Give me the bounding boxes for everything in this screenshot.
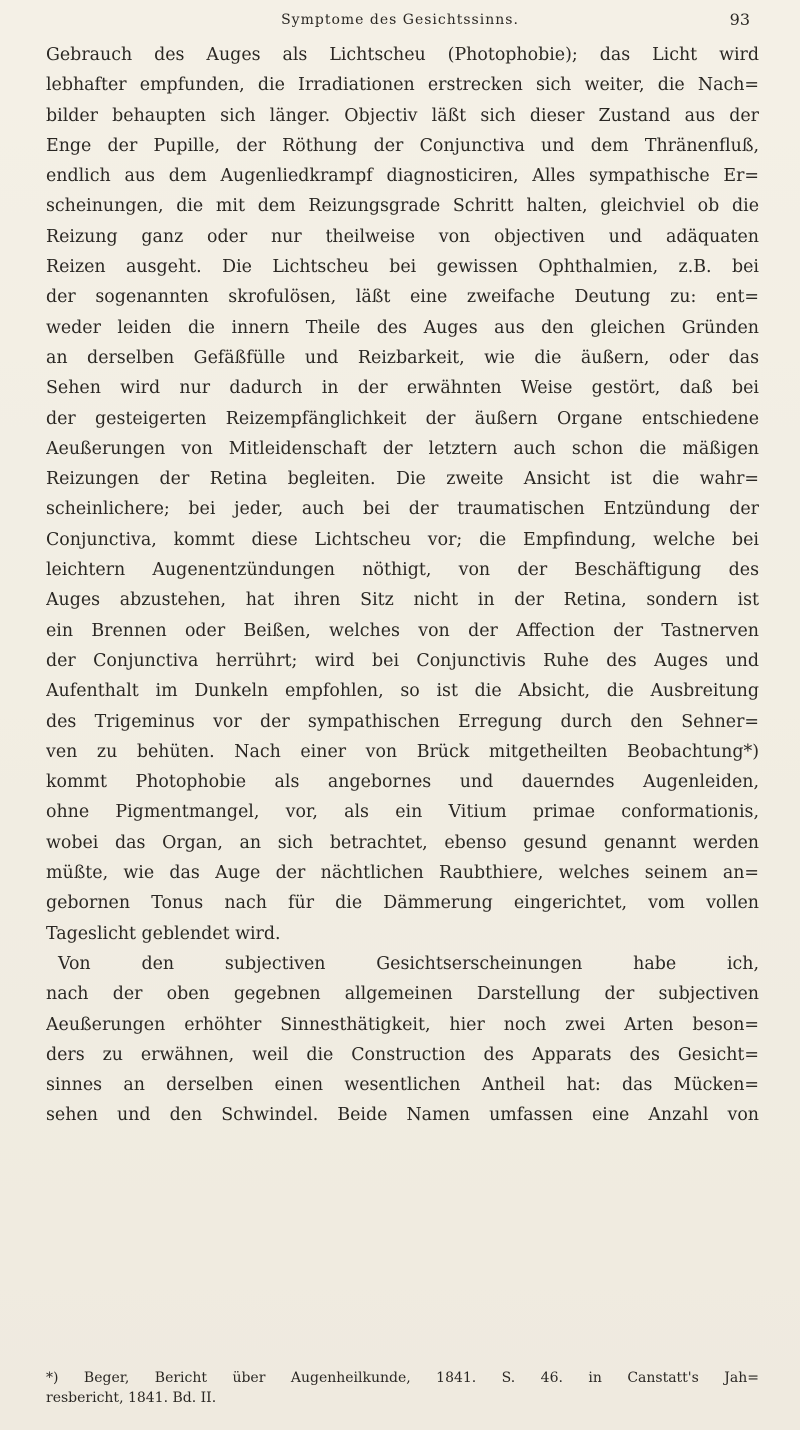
- text-line: an derselben Gefäßfülle und Reizbarkeit, wie die äußern, oder das: [46, 347, 759, 368]
- text-line: Enge der Pupille, der Röthung der Conjunctiva und dem Thränenfluß,: [46, 135, 759, 156]
- text-line: müßte, wie das Auge der nächtlichen Raubthiere, welches seinem an=: [46, 863, 759, 884]
- text-line: bilder behaupten sich länger. Objectiv läßt sich dieser Zustand aus der: [46, 105, 759, 126]
- text-line: weder leiden die innern Theile des Auges aus den gleichen Gründen: [46, 317, 759, 338]
- text-line: der gesteigerten Reizempfänglichkeit der äußern Organe entschiedene: [46, 408, 759, 429]
- text-line: wobei das Organ, an sich betrachtet, ebenso gesund genannt werden: [46, 832, 759, 853]
- text-line: sehen und den Schwindel. Beide Namen umfassen eine Anzahl von: [46, 1105, 759, 1126]
- footnote: [46, 1368, 759, 1408]
- running-head: [40, 6, 760, 36]
- text-line: Aufenthalt im Dunkeln empfohlen, so ist die Absicht, die Ausbreitung: [46, 681, 759, 702]
- text-line: Auges abzustehen, hat ihren Sitz nicht in der Retina, sondern ist: [46, 590, 759, 611]
- text-line: kommt Photophobie als angebornes und dauerndes Augenleiden,: [46, 772, 759, 793]
- text-line: ders zu erwähnen, weil die Construction des Apparats des Gesicht=: [46, 1044, 759, 1065]
- text-line: Sehen wird nur dadurch in der erwähnten Weise gestört, daß bei: [46, 378, 759, 399]
- text-line: Gebrauch des Auges als Lichtscheu (Photophobie); das Licht wird: [46, 45, 759, 65]
- footnote-line: *) Beger, Bericht über Augenheilkunde, 1841. S. 46. in Canstatt's Jah=: [46, 1370, 759, 1386]
- running-title: Symptome des Gesichtssinns.: [281, 12, 519, 28]
- text-line: ven zu behüten. Nach einer von Brück mitgetheilten Beobachtung*): [46, 741, 759, 762]
- text-line: nach der oben gegebnen allgemeinen Darstellung der subjectiven: [46, 984, 759, 1005]
- text-line: Conjunctiva, kommt diese Lichtscheu vor; die Empfindung, welche bei: [46, 529, 759, 550]
- text-line: des Trigeminus vor der sympathischen Erregung durch den Sehner=: [46, 711, 759, 732]
- text-line: leichtern Augenentzündungen nöthigt, von der Beschäftigung des: [46, 560, 759, 581]
- text-line: Aeußerungen von Mitleidenschaft der letztern auch schon die mäßigen: [46, 438, 759, 459]
- body-text: [46, 40, 759, 1131]
- text-line: scheinlichere; bei jeder, auch bei der traumatischen Entzündung der: [46, 499, 759, 520]
- text-line: der sogenannten skrofulösen, läßt eine zweifache Deutung zu: ent=: [46, 287, 759, 308]
- text-line: Von den subjectiven Gesichtserscheinungen habe ich,: [58, 953, 759, 974]
- text-line: gebornen Tonus nach für die Dämmerung eingerichtet, vom vollen: [46, 893, 759, 914]
- paragraph-end-line: Tageslicht geblendet wird.: [46, 923, 281, 944]
- text-line: endlich aus dem Augenliedkrampf diagnosticiren, Alles sympathische Er=: [46, 166, 759, 187]
- footnote-line: resbericht, 1841. Bd. II.: [46, 1390, 217, 1406]
- text-line: ohne Pigmentmangel, vor, als ein Vitium primae conformationis,: [46, 802, 759, 823]
- text-line: scheinungen, die mit dem Reizungsgrade Schritt halten, gleichviel ob die: [46, 196, 759, 217]
- text-line: Reizen ausgeht. Die Lichtscheu bei gewissen Ophthalmien, z.B. bei: [46, 257, 759, 278]
- text-line: Aeußerungen erhöhter Sinnesthätigkeit, hier noch zwei Arten beson=: [46, 1014, 759, 1035]
- text-line: lebhafter empfunden, die Irradiationen erstrecken sich weiter, die Nach=: [46, 75, 759, 96]
- page-number: 93: [729, 10, 750, 29]
- text-line: Reizungen der Retina begleiten. Die zweite Ansicht ist die wahr=: [46, 469, 759, 490]
- text-line: ein Brennen oder Beißen, welches von der Affection der Tastnerven: [46, 620, 759, 641]
- text-line: sinnes an derselben einen wesentlichen Antheil hat: das Mücken=: [46, 1075, 759, 1096]
- text-line: Reizung ganz oder nur theilweise von objectiven und adäquaten: [46, 226, 759, 247]
- text-line: der Conjunctiva herrührt; wird bei Conjunctivis Ruhe des Auges und: [46, 650, 759, 671]
